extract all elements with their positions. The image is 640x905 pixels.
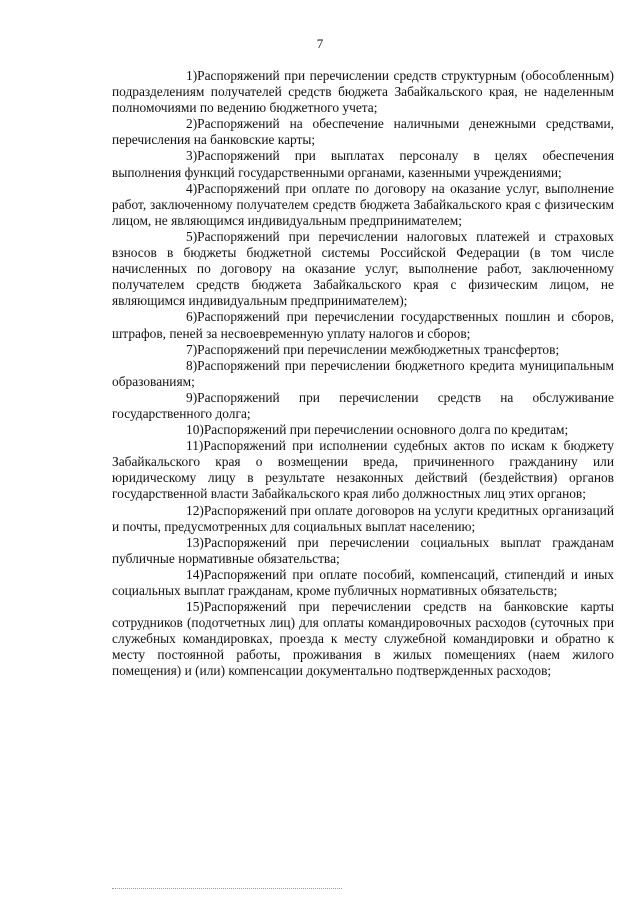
list-item-number: 10): [186, 422, 204, 438]
list-item-text: Распоряжений при перечислении бюджетного кредита муниципальным образованиям;: [112, 357, 614, 389]
list-item-text: Распоряжений при перечислении межбюджетных трансфертов;: [197, 341, 560, 357]
list-item: [112, 358, 614, 390]
list-item: [112, 148, 614, 180]
list-item-text: Распоряжений при перечислении средств на обслуживание государственного долга;: [112, 389, 614, 421]
document-body: [112, 68, 614, 680]
list-item-text: Распоряжений при исполнении судебных актов по искам к бюджету Забайкальского края о возмещении вреда, причиненного гражданину или юридическому лицу в результате незаконных действий (бездействия) органов государственной власти Забайкальского края либо должностных лиц этих органов;: [112, 438, 614, 502]
list-item-text: Распоряжений при перечислении основного долга по кредитам;: [203, 422, 569, 438]
list-item: [112, 116, 614, 148]
list-item: [112, 535, 614, 567]
list-item-number: 2): [186, 116, 198, 132]
list-item-text: Распоряжений при оплате пособий, компенсаций, стипендий и иных социальных выплат гражданам, кроме публичных нормативных обязательств;: [112, 566, 614, 598]
list-item-text: Распоряжений на обеспечение наличными денежными средствами, перечисления на банковские карты;: [112, 116, 614, 148]
list-item: [112, 438, 614, 502]
list-item: [112, 390, 614, 422]
list-item: [112, 229, 614, 309]
list-item: [112, 181, 614, 229]
list-item: [112, 567, 614, 599]
list-item-text: Распоряжений при оплате договоров на услуги кредитных организаций и почты, предусмотренных для социальных выплат населению;: [112, 502, 614, 534]
list-item-text: Распоряжений при оплате по договору на оказание услуг, выполнение работ, заключенному получателем средств бюджета Забайкальского края с физическим лицом, не являющимся индивидуальным предпринимателем;: [112, 180, 614, 228]
list-item-number: 11): [186, 438, 204, 454]
list-item-number: 15): [186, 599, 204, 615]
list-item-number: 6): [186, 309, 198, 325]
list-item-text: Распоряжений при перечислении социальных выплат гражданам публичные нормативные обязательства;: [112, 534, 614, 566]
list-item-number: 12): [186, 502, 204, 518]
list-item-text: Распоряжений при выплатах персоналу в целях обеспечения выполнения функций государственными органами, казенными учреждениями;: [112, 148, 614, 180]
footer-divider: [112, 888, 342, 889]
page-number: 7: [316, 36, 324, 51]
list-item-number: 5): [186, 228, 198, 244]
list-item-number: 9): [186, 389, 198, 405]
list-item-number: 4): [186, 180, 198, 196]
list-item: [112, 342, 614, 358]
list-item: [112, 599, 614, 679]
list-item: [112, 68, 614, 116]
list-item-number: 8): [186, 357, 198, 373]
list-item: [112, 503, 614, 535]
list-item-text: Распоряжений при перечислении средств структурным (обособленным) подразделениям получателей средств бюджета Забайкальского края, не наделенным полномочиями по ведению бюджетного учета;: [112, 68, 614, 116]
list-item: [112, 422, 614, 438]
list-item-number: 13): [186, 534, 204, 550]
list-item-number: 7): [186, 341, 198, 357]
list-item-text: Распоряжений при перечислении государственных пошлин и сборов, штрафов, пеней за несвоевременную уплату налогов и сборов;: [112, 309, 614, 341]
list-item-number: 3): [186, 148, 198, 164]
list-item-number: 1): [186, 68, 198, 83]
list-item-text: Распоряжений при перечислении средств на банковские карты сотрудников (подотчетных лиц) для оплаты командировочных расходов (суточных при служебных командировках, проезда к месту служебной командировки и обратно к месту постоянной работы, проживания в жилых помещениях (наем жилого помещения) и (или) компенсации документально подтвержденных расходов;: [112, 599, 614, 679]
list-item: [112, 309, 614, 341]
list-item-number: 14): [186, 566, 204, 582]
list-item-text: Распоряжений при перечислении налоговых платежей и страховых взносов в бюджеты бюджетной системы Российской Федерации (в том числе начисленных по договору на оказание услуг, выполнение работ, заключенному получателем средств бюджета Забайкальского края с физическим лицом, не являющимся индивидуальным предпринимателем);: [112, 228, 614, 309]
